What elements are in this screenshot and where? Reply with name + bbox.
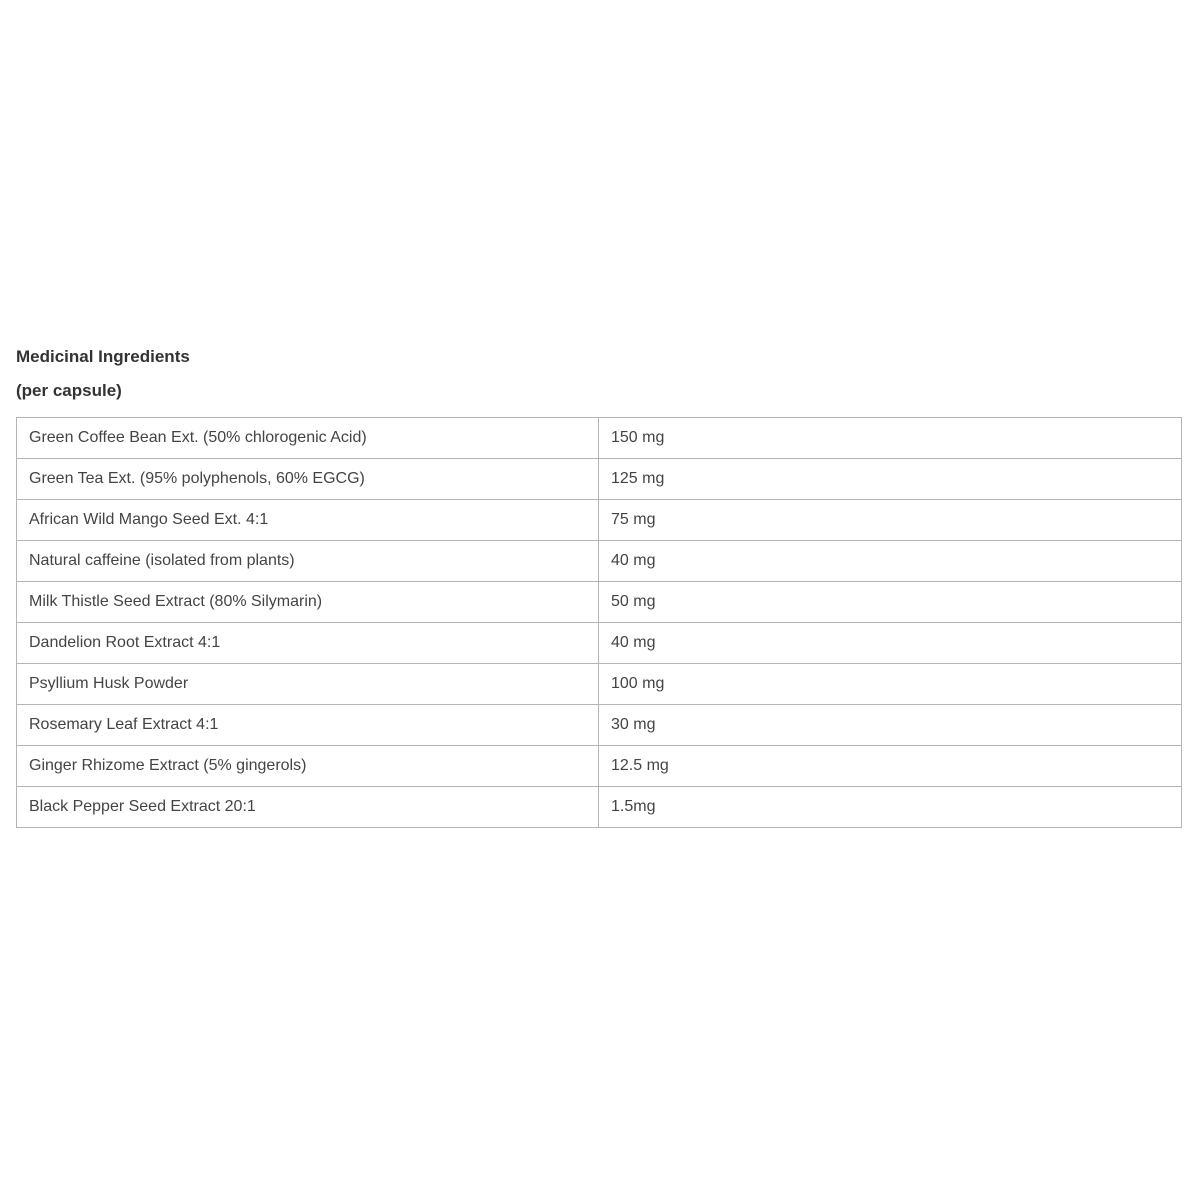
- ingredients-table: [16, 417, 1182, 828]
- ingredient-amount: 125 mg: [599, 459, 1182, 500]
- ingredient-name: African Wild Mango Seed Ext. 4:1: [17, 500, 599, 541]
- ingredient-amount: 1.5mg: [599, 787, 1182, 828]
- ingredient-name: Rosemary Leaf Extract 4:1: [17, 705, 599, 746]
- table-row: [17, 705, 1182, 746]
- table-row: [17, 664, 1182, 705]
- ingredient-name: Green Tea Ext. (95% polyphenols, 60% EGCG): [17, 459, 599, 500]
- ingredient-name: Ginger Rhizome Extract (5% gingerols): [17, 746, 599, 787]
- ingredient-amount: 150 mg: [599, 418, 1182, 459]
- table-row: [17, 623, 1182, 664]
- table-row: [17, 787, 1182, 828]
- table-row: [17, 541, 1182, 582]
- table-row: [17, 582, 1182, 623]
- ingredient-name: Black Pepper Seed Extract 20:1: [17, 787, 599, 828]
- ingredient-name: Dandelion Root Extract 4:1: [17, 623, 599, 664]
- ingredient-amount: 100 mg: [599, 664, 1182, 705]
- ingredient-name: Milk Thistle Seed Extract (80% Silymarin): [17, 582, 599, 623]
- table-row: [17, 746, 1182, 787]
- ingredient-amount: 12.5 mg: [599, 746, 1182, 787]
- ingredient-amount: 75 mg: [599, 500, 1182, 541]
- ingredient-amount: 40 mg: [599, 541, 1182, 582]
- ingredient-amount: 50 mg: [599, 582, 1182, 623]
- table-row: [17, 500, 1182, 541]
- table-row: [17, 418, 1182, 459]
- ingredients-section: [16, 340, 1182, 828]
- ingredient-name: Green Coffee Bean Ext. (50% chlorogenic Acid): [17, 418, 599, 459]
- section-title: Medicinal Ingredients: [16, 347, 190, 366]
- ingredient-name: Psyllium Husk Powder: [17, 664, 599, 705]
- ingredient-amount: 40 mg: [599, 623, 1182, 664]
- table-row: [17, 459, 1182, 500]
- section-subtitle: (per capsule): [16, 381, 122, 400]
- ingredient-name: Natural caffeine (isolated from plants): [17, 541, 599, 582]
- ingredient-amount: 30 mg: [599, 705, 1182, 746]
